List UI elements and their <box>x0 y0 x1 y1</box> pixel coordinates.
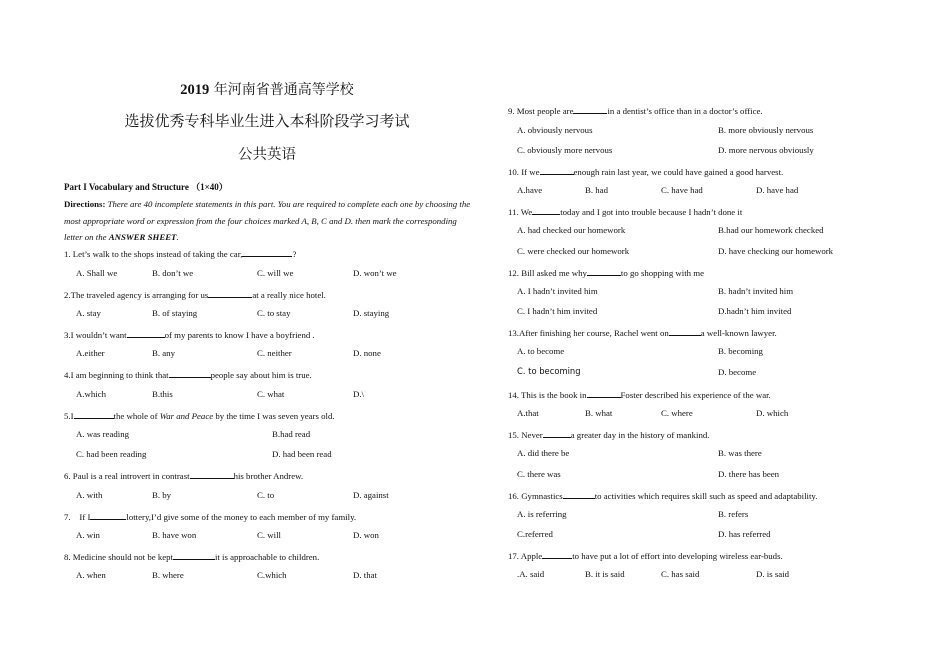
q4-option-c[interactable]: C. what <box>257 389 285 399</box>
q13-option-b[interactable]: B. becoming <box>718 346 763 356</box>
q12-option-c[interactable]: C. I hadn’t him invited <box>517 306 598 316</box>
q6-option-c[interactable]: C. to <box>257 490 275 500</box>
q16-option-b[interactable]: B. refers <box>718 509 749 519</box>
q16-option-d[interactable]: D. has referred <box>718 529 771 539</box>
question-9: 9. Most people are in a dentist’s office than in a doctor’s office. <box>508 106 763 116</box>
question-10: 10. If we enough rain last year, we could have gained a good harvest. <box>508 167 784 177</box>
q4-option-a[interactable]: A.which <box>76 389 107 399</box>
q15-option-d[interactable]: D. there has been <box>718 469 780 479</box>
q12-option-b[interactable]: B. hadn’t invited him <box>718 286 794 296</box>
q3-option-d[interactable]: D. none <box>353 348 381 358</box>
question-13: 13.After finishing her course, Rachel went on a well-known lawyer. <box>508 328 777 338</box>
exam-subject: 公共英语 <box>238 147 296 163</box>
q17-option-a[interactable]: .A. said <box>517 569 545 579</box>
q9-option-a[interactable]: A. obviously nervous <box>517 125 593 135</box>
q6-option-d[interactable]: D. against <box>353 490 389 500</box>
q14-option-a[interactable]: A.that <box>517 408 539 418</box>
q8-option-b[interactable]: B. where <box>152 570 184 580</box>
q6-option-a[interactable]: A. with <box>76 490 103 500</box>
q17-option-c[interactable]: C. has said <box>661 569 700 579</box>
question-12: 12. Bill asked me why to go shopping with me <box>508 268 705 278</box>
left-column <box>62 0 472 671</box>
question-16: 16. Gymnastics to activities which requires skill such as speed and adaptability. <box>508 491 818 501</box>
q7-option-a[interactable]: A. win <box>76 530 100 540</box>
q10-option-d[interactable]: D. have had <box>756 185 799 195</box>
q13-option-c[interactable]: C. to becoming <box>517 366 581 376</box>
q8-option-c[interactable]: C.which <box>257 570 287 580</box>
q12-option-a[interactable]: A. I hadn’t invited him <box>517 286 598 296</box>
q5-option-d[interactable]: D. had been read <box>272 449 332 459</box>
q3-option-a[interactable]: A.either <box>76 348 105 358</box>
q2-option-b[interactable]: B. of staying <box>152 308 198 318</box>
question-7: 7. If I lottery,I’d give some of the money to each member of my family. <box>64 512 357 522</box>
directions: Directions: There are 40 incomplete statements in this part. You are required to complete each one by choosing the most appropriate word or expression from the four choices marked A, B, C and D. then mark the corresponding letter on the ANSWER SHEET. <box>64 199 471 242</box>
part-heading: Part I Vocabulary and Structure （1×40） <box>64 182 228 192</box>
q6-option-b[interactable]: B. by <box>152 490 172 500</box>
q11-option-d[interactable]: D. have checking our homework <box>718 246 834 256</box>
q11-option-b[interactable]: B.had our homework checked <box>718 225 824 235</box>
question-2: 2.The traveled agency is arranging for us at a really nice hotel. <box>64 290 326 300</box>
question-17: 17. Apple to have put a lot of effort into developing wireless ear-buds. <box>508 551 783 561</box>
directions-label: Directions: <box>64 199 106 209</box>
q9-option-d[interactable]: D. more nervous obviously <box>718 145 814 155</box>
q1-option-c[interactable]: C. will we <box>257 268 294 278</box>
q8-option-d[interactable]: D. that <box>353 570 377 580</box>
q9-option-c[interactable]: C. obviously more nervous <box>517 145 613 155</box>
q10-option-a[interactable]: A.have <box>517 185 543 195</box>
question-15: 15. Never a greater day in the history of mankind. <box>508 430 710 440</box>
exam-title-line1: 2019 年河南省普通高等学校 <box>180 82 354 98</box>
q2-option-a[interactable]: A. stay <box>76 308 101 318</box>
q12-option-d[interactable]: D.hadn’t him invited <box>718 306 792 316</box>
q7-option-b[interactable]: B. have won <box>152 530 197 540</box>
q16-option-c[interactable]: C.referred <box>517 529 553 539</box>
q14-option-b[interactable]: B. what <box>585 408 613 418</box>
q5-option-c[interactable]: C. had been reading <box>76 449 147 459</box>
q5-option-b[interactable]: B.had read <box>272 429 311 439</box>
q15-option-a[interactable]: A. did there be <box>517 448 570 458</box>
q10-option-c[interactable]: C. have had <box>661 185 703 195</box>
q14-option-d[interactable]: D. which <box>756 408 789 418</box>
q15-option-c[interactable]: C. there was <box>517 469 561 479</box>
q4-option-d[interactable]: D.\ <box>353 389 364 399</box>
q16-option-a[interactable]: A. is referring <box>517 509 567 519</box>
q2-option-c[interactable]: C. to stay <box>257 308 291 318</box>
q3-option-c[interactable]: C. neither <box>257 348 292 358</box>
answer-sheet-ref: ANSWER SHEET <box>108 232 177 242</box>
right-column <box>505 0 925 671</box>
question-6: 6. Paul is a real introvert in contrast his brother Andrew. <box>64 471 304 481</box>
question-8: 8. Medicine should not be kept it is approachable to children. <box>64 552 320 562</box>
question-4: 4.I am beginning to think that people say about him is true. <box>64 370 312 380</box>
q15-option-b[interactable]: B. was there <box>718 448 762 458</box>
q8-option-a[interactable]: A. when <box>76 570 106 580</box>
q5-option-a[interactable]: A. was reading <box>76 429 130 439</box>
q1-option-d[interactable]: D. won’t we <box>353 268 397 278</box>
q14-option-c[interactable]: C. where <box>661 408 693 418</box>
q7-option-c[interactable]: C. will <box>257 530 281 540</box>
q10-option-b[interactable]: B. had <box>585 185 608 195</box>
directions-text: There are 40 incomplete statements in this part. You are required to complete each one by choosing the most appropriate word or expression from the four choices marked A, B, C and D. then mark the corresponding letter on the <box>64 199 471 242</box>
question-5: 5.I the whole of War and Peace by the time I was seven years old. <box>64 411 335 421</box>
question-3: 3.I wouldn’t want of my parents to know I have a boyfriend . <box>64 330 315 340</box>
q1-option-a[interactable]: A. Shall we <box>76 268 118 278</box>
q13-option-d[interactable]: D. become <box>718 367 757 377</box>
q11-option-a[interactable]: A. had checked our homework <box>517 225 626 235</box>
q17-option-d[interactable]: D. is said <box>756 569 789 579</box>
question-14: 14. This is the book in Foster described his experience of the war. <box>508 390 771 400</box>
exam-title-line2: 选拔优秀专科毕业生进入本科阶段学习考试 <box>124 112 410 130</box>
q2-option-d[interactable]: D. staying <box>353 308 390 318</box>
q7-option-d[interactable]: D. won <box>353 530 379 540</box>
q9-option-b[interactable]: B. more obviously nervous <box>718 125 814 135</box>
question-11: 11. We today and I got into trouble because I hadn’t done it <box>508 207 743 217</box>
q1-option-b[interactable]: B. don’t we <box>152 268 194 278</box>
q17-option-b[interactable]: B. it is said <box>585 569 625 579</box>
q4-option-b[interactable]: B.this <box>152 389 173 399</box>
question-1: 1. Let’s walk to the shops instead of taking the car, ? <box>64 249 297 259</box>
q13-option-a[interactable]: A. to become <box>517 346 565 356</box>
q11-option-c[interactable]: C. were checked our homework <box>517 246 630 256</box>
q3-option-b[interactable]: B. any <box>152 348 175 358</box>
